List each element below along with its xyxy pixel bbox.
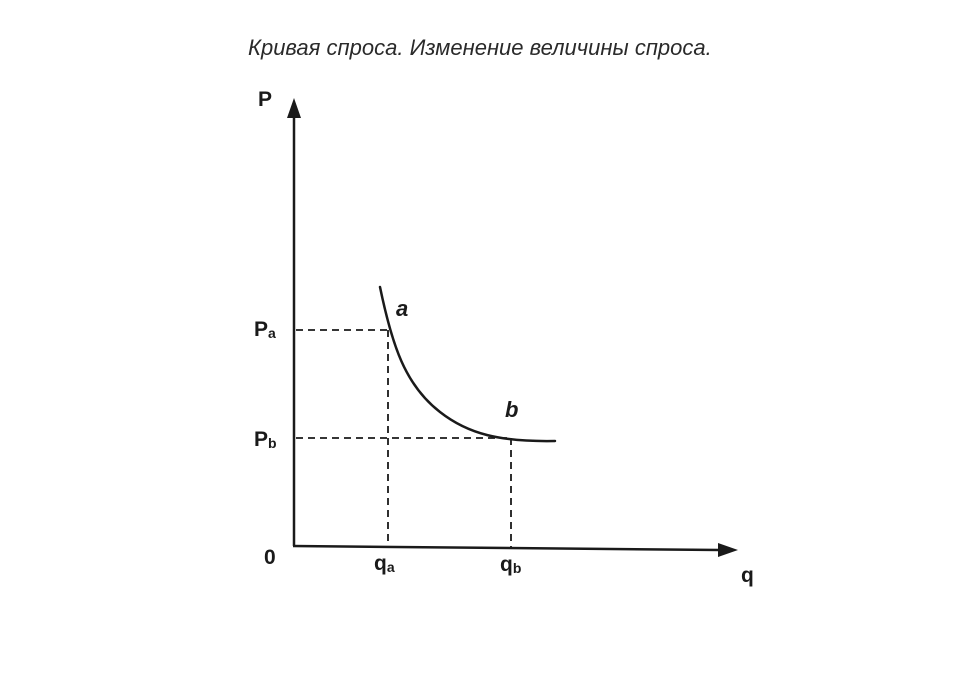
tick-pb-main: P <box>254 428 269 451</box>
tick-qa-sub: a <box>386 559 395 575</box>
diagram-title: Кривая спроса. Изменение величины спроса. <box>248 35 712 60</box>
guide-lines <box>296 330 511 548</box>
x-axis-label: q <box>741 564 754 587</box>
tick-pa-main: P <box>254 318 269 341</box>
tick-qb-sub: b <box>512 560 522 576</box>
x-axis <box>293 546 720 550</box>
point-b-label: b <box>505 397 519 422</box>
tick-qb <box>500 553 521 576</box>
tick-pb <box>254 428 277 451</box>
point-a-label: a <box>396 296 409 321</box>
tick-pa <box>254 318 276 341</box>
tick-qb-main: q <box>500 553 513 576</box>
origin-label: 0 <box>264 546 276 569</box>
y-axis-arrow-icon <box>287 98 301 118</box>
tick-pb-sub: b <box>268 435 277 451</box>
tick-qa <box>374 552 395 575</box>
tick-qa-main: q <box>374 552 387 575</box>
tick-pa-sub: a <box>268 325 276 341</box>
x-axis-arrow-icon <box>718 543 738 557</box>
y-axis-label: P <box>258 88 273 111</box>
